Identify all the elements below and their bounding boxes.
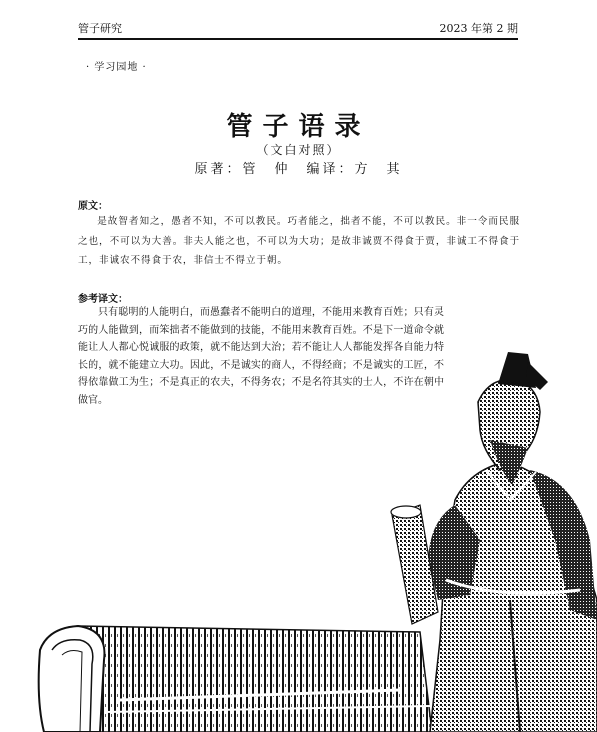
column-tag: · 学习园地 · <box>86 62 147 73</box>
journal-name: 管子研究 <box>78 22 122 35</box>
issue-number: 2023 年第 2 期 <box>439 22 518 35</box>
translation-label: 参考译文： <box>78 294 128 305</box>
article-title: 管子语录 <box>226 112 371 142</box>
article-byline: 原著：管 仲 编译：方 其 <box>194 162 403 177</box>
original-paragraph: 是故智者知之，愚者不知，不可以教民。巧者能之，拙者不能，不可以教民。非一令而民服之也，不可以为大善。非夫人能之也，不可以为大功；是故非诚贾不得食于贾，非诚工不得食于工，非诚农不得食于农，非信士不得立于朝。 <box>78 216 520 266</box>
article-subtitle: （文白对照） <box>256 143 341 157</box>
original-label: 原文： <box>78 201 108 212</box>
bamboo-scroll <box>39 626 432 732</box>
translation-paragraph: 只有聪明的人能明白，而愚蠢者不能明白的道理，不能用来教育百姓；只有灵巧的人能做到，而笨拙者不能做到的技能，不能用来教育百姓。不是下一道命令就能让人人都心悦诚服的政策，就不能达到大治；若不能让人人都能发挥各自能力特长的，就不能建立大功。因此，不是诚实的商人，不得经商；不是诚实的工匠，不得依靠做工为生；不是真正的农夫，不得务农；不是名符其实的士人，不许在朝中做官。 <box>78 307 444 406</box>
